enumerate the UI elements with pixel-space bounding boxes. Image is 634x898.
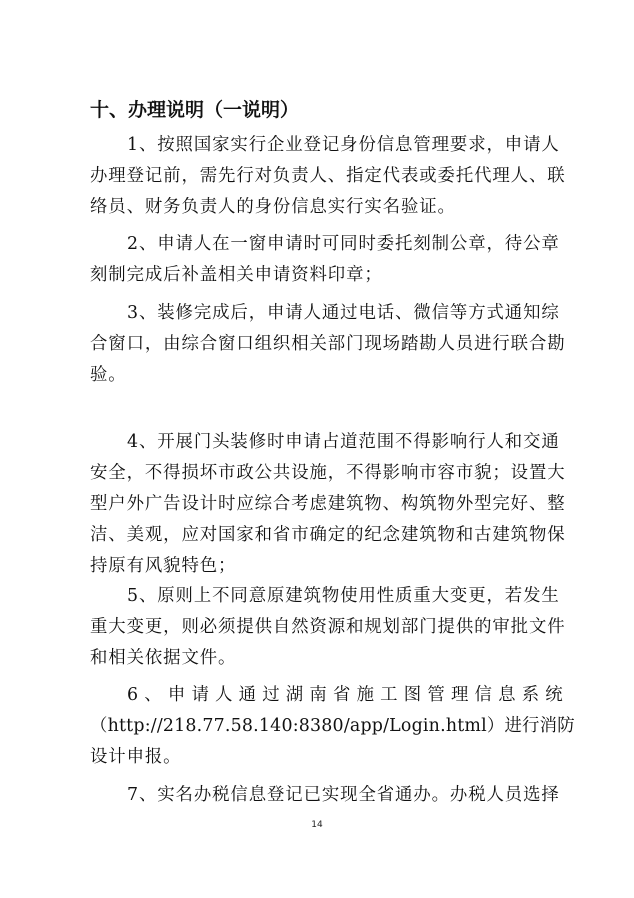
paragraph-7 xyxy=(90,780,560,811)
paragraph-line: 7、实名办税信息登记已实现全省通办。办税人员选择 xyxy=(127,785,560,805)
section-heading: 十、办理说明（一说明） xyxy=(90,99,300,121)
paragraph-line-url: （http://218.77.58.140:8380/app/Login.html）进行消防 xyxy=(90,716,575,736)
paragraph-6 xyxy=(90,680,575,773)
paragraph-line: 4、开展门头装修时申请占道范围不得影响行人和交通 xyxy=(127,432,560,452)
paragraph-line: 重大变更，则必须提供自然资源和规划部门提供的审批文件 xyxy=(90,617,566,637)
paragraph-line: 合窗口，由综合窗口组织相关部门现场踏勘人员进行联合勘 xyxy=(90,334,566,354)
paragraph-line: 验。 xyxy=(90,365,127,385)
paragraph-line: 型户外广告设计时应综合考虑建筑物、构筑物外型完好、整 xyxy=(90,494,566,514)
paragraph-2 xyxy=(90,229,560,291)
paragraph-3 xyxy=(90,298,566,391)
paragraph-5 xyxy=(90,581,566,674)
paragraph-line: 刻制完成后补盖相关申请资料印章； xyxy=(90,265,383,285)
paragraph-line: 6、申请人通过湖南省施工图管理信息系统 xyxy=(127,685,569,705)
page-number: 14 xyxy=(311,820,323,830)
paragraph-4 xyxy=(90,427,566,582)
paragraph-line: 办理登记前，需先行对负责人、指定代表或委托代理人、联 xyxy=(90,166,566,186)
paragraph-line: 洁、美观，应对国家和省市确定的纪念建筑物和古建筑物保 xyxy=(90,525,566,545)
paragraph-line: 2、申请人在一窗申请时可同时委托刻制公章，待公章 xyxy=(127,234,560,254)
paragraph-line: 3、装修完成后，申请人通过电话、微信等方式通知综 xyxy=(127,303,560,323)
paragraph-line: 和相关依据文件。 xyxy=(90,648,237,668)
paragraph-line: 持原有风貌特色； xyxy=(90,556,237,576)
paragraph-line: 络员、财务负责人的身份信息实行实名验证。 xyxy=(90,197,456,217)
paragraph-line: 5、原则上不同意原建筑物使用性质重大变更，若发生 xyxy=(127,586,560,606)
paragraph-line: 设计申报。 xyxy=(90,747,182,767)
paragraph-line: 1、按照国家实行企业登记身份信息管理要求，申请人 xyxy=(127,135,560,155)
paragraph-1 xyxy=(90,130,566,223)
paragraph-line: 安全，不得损坏市政公共设施，不得影响市容市貌；设置大 xyxy=(90,463,566,483)
